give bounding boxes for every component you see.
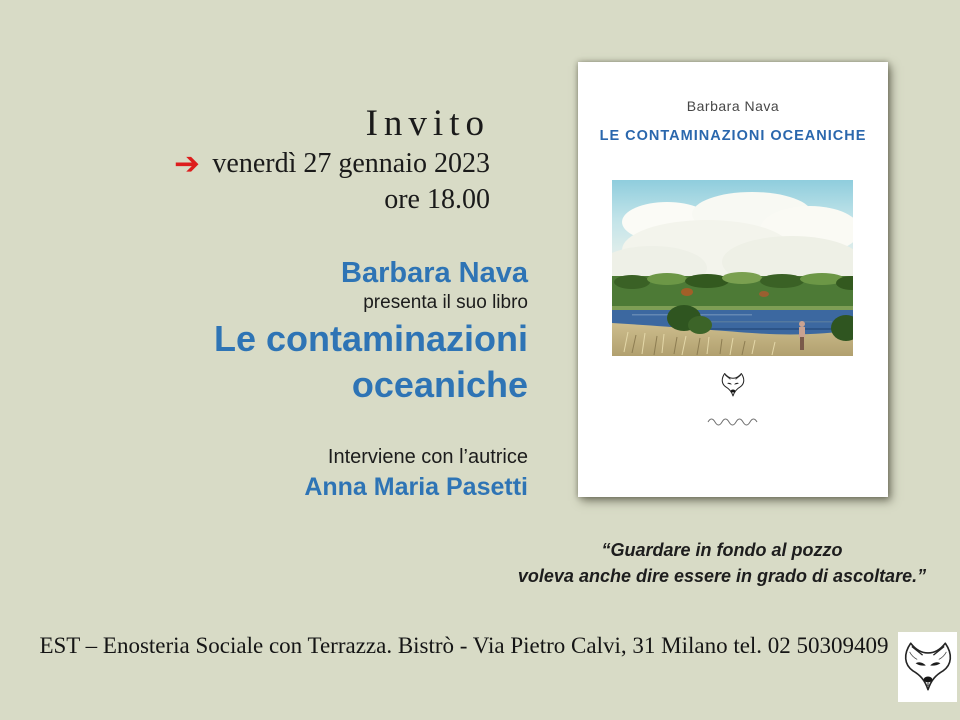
presents-label: presenta il suo libro: [363, 292, 528, 313]
cover-title: LE CONTAMINAZIONI OCEANICHE: [599, 128, 867, 144]
book-title-line1: Le contaminazioni: [213, 318, 528, 359]
publisher-fox-icon: [720, 372, 746, 403]
quote-line1: “Guardare in fondo al pozzo: [601, 540, 843, 560]
invite-header: [0, 102, 490, 218]
interviene-label: Interviene con l’autrice: [327, 446, 528, 468]
book-title-line2: oceaniche: [351, 364, 528, 405]
book-quote: [500, 537, 944, 589]
publisher-squiggle-icon: [706, 413, 760, 431]
invite-title: Invito: [365, 103, 490, 144]
cover-painting: [612, 180, 853, 356]
fox-logo: [898, 632, 957, 702]
venue-info: EST – Enosteria Sociale con Terrazza. Bistrò - Via Pietro Calvi, 31 Milano tel. 02 50309409: [39, 633, 889, 658]
interviewer-block: [0, 444, 528, 503]
interviewer-name: Anna Maria Pasetti: [304, 473, 528, 501]
landscape-illustration: [612, 180, 853, 356]
arrow-icon: ➔: [174, 146, 200, 182]
fox-logo-icon: [901, 637, 955, 697]
book-cover: [578, 62, 888, 497]
quote-line2: voleva anche dire essere in grado di ascoltare.”: [517, 566, 927, 586]
author-name: Barbara Nava: [341, 257, 528, 289]
event-time: ore 18.00: [384, 184, 490, 215]
presentation-block: [0, 256, 528, 408]
event-date: venerdì 27 gennaio 2023: [212, 148, 490, 179]
cover-author: Barbara Nava: [686, 98, 780, 114]
